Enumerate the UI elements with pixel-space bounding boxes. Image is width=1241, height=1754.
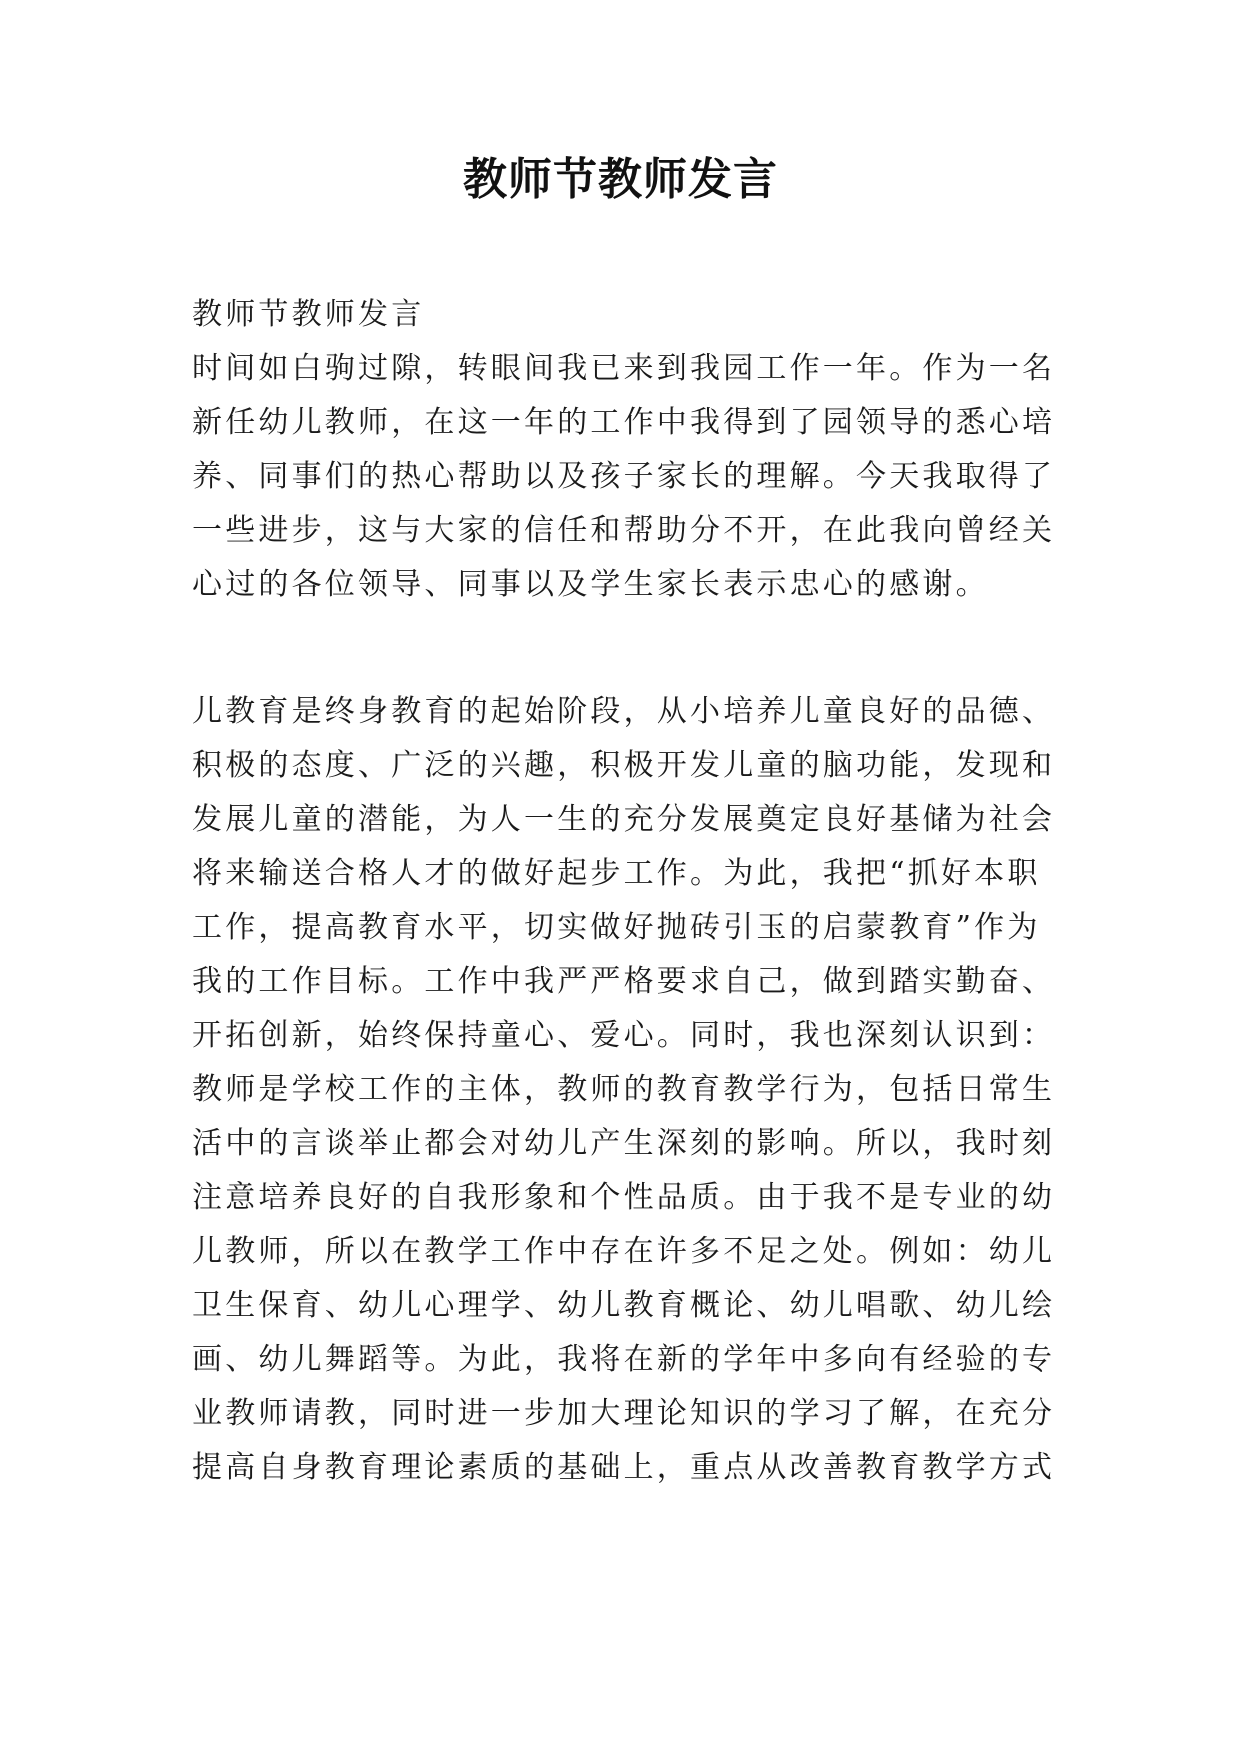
paragraph-line: 卫生保育、幼儿心理学、幼儿教育概论、幼儿唱歌、幼儿绘 [192, 1288, 1056, 1323]
paragraph-line: 养、同事们的热心帮助以及孩子家长的理解。今天我取得了 [192, 459, 1056, 494]
paragraph-line: 儿教师，所以在教学工作中存在许多不足之处。例如：幼儿 [192, 1234, 1056, 1269]
paragraph-line: 教师是学校工作的主体，教师的教育教学行为，包括日常生 [192, 1072, 1056, 1107]
paragraph-line: 我的工作目标。工作中我严严格要求自己，做到踏实勤奋、 [192, 964, 1056, 999]
document-body [192, 288, 1056, 1495]
paragraph-line: 开拓创新，始终保持童心、爱心。同时，我也深刻认识到： [192, 1018, 1056, 1053]
paragraph-line: 画、幼儿舞蹈等。为此，我将在新的学年中多向有经验的专 [192, 1342, 1056, 1377]
paragraph-line: 时间如白驹过隙，转眼间我已来到我园工作一年。作为一名 [192, 351, 1056, 386]
paragraph-2 [192, 685, 1056, 1495]
paragraph-line: 提高自身教育理论素质的基础上，重点从改善教育教学方式 [192, 1450, 1056, 1485]
paragraph-1 [192, 342, 1056, 612]
body-subtitle: 教师节教师发言 [192, 297, 425, 332]
document-title: 教师节教师发言 [463, 154, 778, 205]
paragraph-line: 活中的言谈举止都会对幼儿产生深刻的影响。所以，我时刻 [192, 1126, 1056, 1161]
paragraph-gap [192, 612, 1052, 685]
paragraph-line: 注意培养良好的自我形象和个性品质。由于我不是专业的幼 [192, 1180, 1056, 1215]
paragraph-line: 一些进步，这与大家的信任和帮助分不开，在此我向曾经关 [192, 513, 1056, 548]
paragraph-line: 业教师请教，同时进一步加大理论知识的学习了解，在充分 [192, 1396, 1056, 1431]
paragraph-line: 心过的各位领导、同事以及学生家长表示忠心的感谢。 [192, 567, 989, 602]
paragraph-line: 积极的态度、广泛的兴趣，积极开发儿童的脑功能，发现和 [192, 748, 1056, 783]
paragraph-line: 儿教育是终身教育的起始阶段，从小培养儿童良好的品德、 [192, 694, 1056, 729]
paragraph-line: 新任幼儿教师，在这一年的工作中我得到了园领导的悉心培 [192, 405, 1056, 440]
paragraph-line: 工作，提高教育水平，切实做好抛砖引玉的启蒙教育”作为 [192, 910, 1041, 945]
paragraph-line: 将来输送合格人才的做好起步工作。为此，我把“抓好本职 [192, 856, 1041, 891]
paragraph-line: 发展儿童的潜能，为人一生的充分发展奠定良好基储为社会 [192, 802, 1056, 837]
